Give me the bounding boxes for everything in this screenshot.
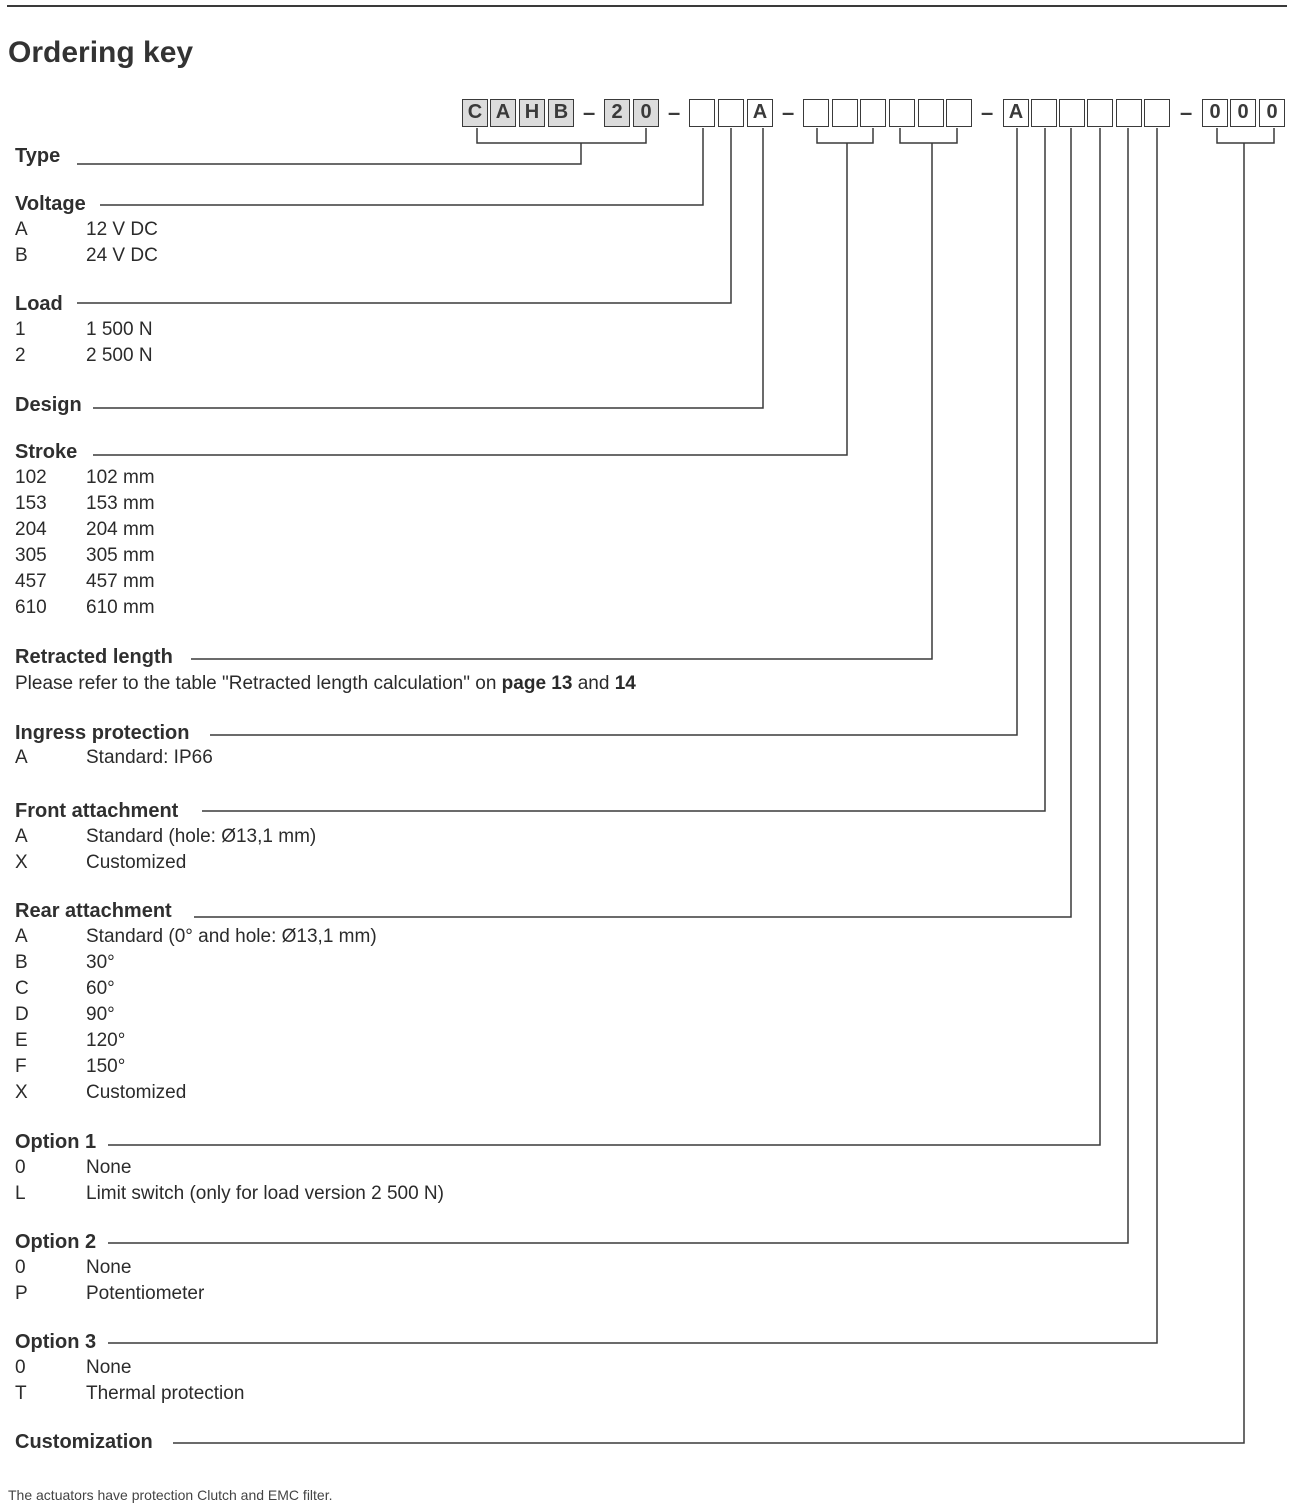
code-box-custom-3: 0 [1259,99,1285,127]
load-connector [77,128,731,303]
option-desc: Thermal protection [86,1383,245,1404]
option-desc: Customized [86,1082,187,1103]
page-title: Ordering key [8,36,194,69]
option-desc: 102 mm [86,467,155,488]
option-desc: 305 mm [86,545,155,566]
option-code: A [15,219,28,240]
option-desc: 12 V DC [86,219,158,240]
option-code: B [15,245,28,266]
option-desc: None [86,1357,132,1378]
heading-design: Design [15,394,82,416]
code-box-ingress: A [1003,99,1029,127]
option-desc: 457 mm [86,571,155,592]
code-box-series-2: 0 [633,99,659,127]
heading-customization: Customization [15,1431,153,1453]
option-code: 0 [15,1157,26,1178]
option-desc: Standard: IP66 [86,747,213,768]
option-code: T [15,1383,27,1404]
option-code: X [15,1082,28,1103]
code-box-length-2 [918,99,944,127]
heading-option3: Option 3 [15,1331,97,1353]
option-code: X [15,852,28,873]
option-desc: 153 mm [86,493,155,514]
heading-type: Type [15,145,61,167]
option-desc: 610 mm [86,597,155,618]
option-desc: 30° [86,952,115,973]
option-desc: Potentiometer [86,1283,205,1304]
code-box-custom-2: 0 [1230,99,1256,127]
option3-connector [108,128,1157,1343]
option-code: 2 [15,345,26,366]
code-box-option3 [1144,99,1170,127]
code-box-option2 [1116,99,1142,127]
option-desc: 204 mm [86,519,155,540]
option-desc: 24 V DC [86,245,158,266]
code-separator: – [668,100,681,125]
type-connector [77,128,646,164]
top-rule [7,5,1287,7]
code-box-type-3: H [519,99,545,127]
option-desc: 2 500 N [86,345,153,366]
heading-load: Load [15,293,63,315]
option-code: 153 [15,493,47,514]
option-code: 102 [15,467,47,488]
note-page-ref-2: 14 [614,673,636,694]
option-code: E [15,1030,28,1051]
code-box-length-3 [946,99,972,127]
option-desc: Customized [86,852,187,873]
heading-option1: Option 1 [15,1131,97,1153]
code-box-type-4: B [548,99,574,127]
code-box-series-1: 2 [604,99,630,127]
stroke-connector [93,128,873,455]
option-code: A [15,826,28,847]
option-code: A [15,926,28,947]
option-code: L [15,1183,26,1204]
code-box-design: A [747,99,773,127]
option-desc: 90° [86,1004,115,1025]
heading-stroke: Stroke [15,441,78,463]
option-desc: 120° [86,1030,126,1051]
retracted-length-connector [191,128,957,659]
code-box-option1 [1087,99,1113,127]
option-desc: 1 500 N [86,319,153,340]
heading-ingress-protection: Ingress protection [15,722,190,744]
option-desc: None [86,1157,132,1178]
option-desc: Limit switch (only for load version 2 500 N) [86,1183,444,1204]
option-desc: Standard (hole: Ø13,1 mm) [86,826,317,847]
option-code: F [15,1056,27,1077]
voltage-connector [100,128,703,205]
code-box-rear-attachment [1059,99,1085,127]
front-attachment-connector [202,128,1045,811]
code-box-stroke-3 [860,99,886,127]
option-desc: Standard (0° and hole: Ø13,1 mm) [86,926,377,947]
code-box-voltage [689,99,715,127]
retracted-length-note [15,672,636,696]
code-box-stroke-2 [832,99,858,127]
option-code: B [15,952,28,973]
option-code: 0 [15,1357,26,1378]
code-box-stroke-1 [803,99,829,127]
note-prefix: Please refer to the table "Retracted length calculation" on [15,673,502,694]
option-code: 0 [15,1257,26,1278]
option1-connector [108,128,1100,1145]
rear-attachment-connector [194,128,1071,917]
code-box-front-attachment [1031,99,1057,127]
option-code: P [15,1283,28,1304]
code-separator: – [981,100,994,125]
option-code: 204 [15,519,47,540]
code-separator: – [1180,100,1193,125]
option-code: 457 [15,571,47,592]
option-code: A [15,747,28,768]
note-page-ref-1: page 13 [501,673,573,694]
option-code: 610 [15,597,47,618]
code-box-custom-1: 0 [1202,99,1228,127]
design-connector [93,128,763,408]
code-separator: – [583,100,596,125]
code-separator: – [782,100,795,125]
heading-voltage: Voltage [15,193,86,215]
option-desc: 60° [86,978,115,999]
heading-retracted-length: Retracted length [15,646,173,668]
option-code: 305 [15,545,47,566]
footnote: The actuators have protection Clutch and EMC filter. [8,1487,333,1503]
option-desc: None [86,1257,132,1278]
code-box-type-2: A [490,99,516,127]
heading-front-attachment: Front attachment [15,800,179,822]
option-desc: 150° [86,1056,126,1077]
option-code: D [15,1004,29,1025]
ingress-protection-connector [210,128,1017,735]
code-box-type-1: C [462,99,488,127]
heading-option2: Option 2 [15,1231,97,1253]
heading-rear-attachment: Rear attachment [15,900,172,922]
code-box-load [718,99,744,127]
code-box-length-1 [889,99,915,127]
note-mid: and [572,673,615,694]
option-code: C [15,978,29,999]
customization-connector [173,128,1274,1443]
option-code: 1 [15,319,26,340]
